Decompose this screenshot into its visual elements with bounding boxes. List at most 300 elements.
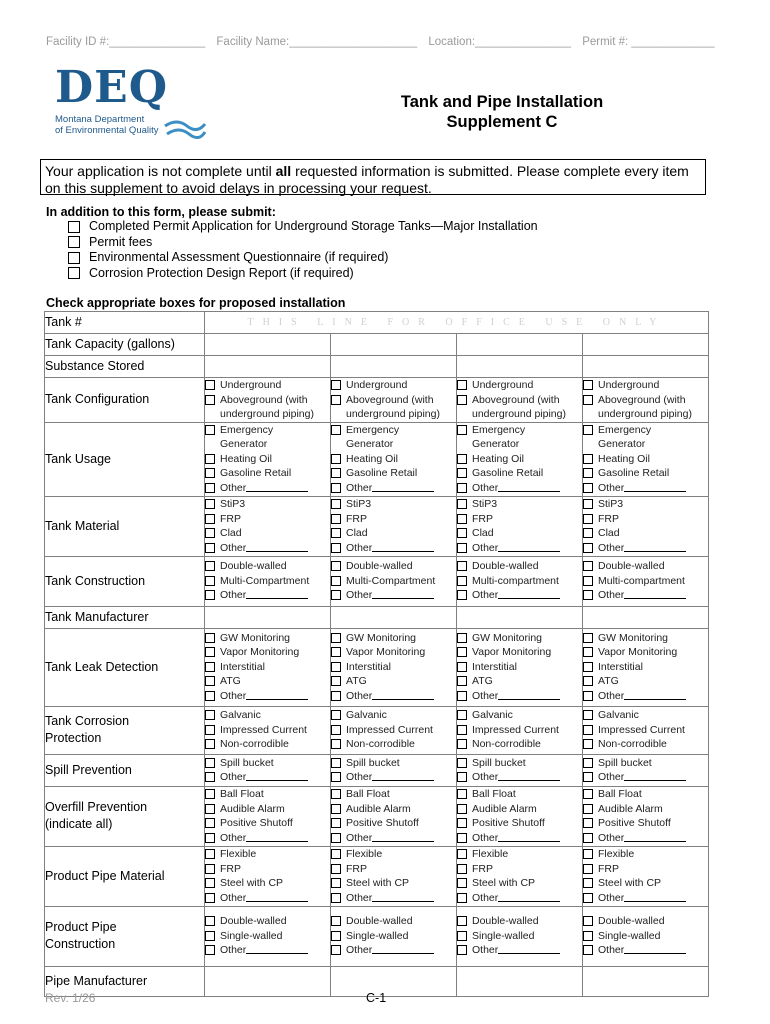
option[interactable] <box>205 723 330 738</box>
checkbox[interactable] <box>205 543 215 553</box>
option[interactable] <box>205 588 330 603</box>
option[interactable] <box>205 674 330 689</box>
checkbox[interactable] <box>583 483 593 493</box>
entry-cell[interactable] <box>457 966 583 996</box>
option[interactable] <box>205 559 330 574</box>
option[interactable] <box>331 631 456 646</box>
checkbox[interactable] <box>583 725 593 735</box>
option[interactable] <box>457 588 582 603</box>
option[interactable] <box>583 497 708 512</box>
option[interactable] <box>583 876 708 891</box>
checkbox[interactable] <box>205 725 215 735</box>
option[interactable] <box>583 943 708 958</box>
option[interactable] <box>457 943 582 958</box>
option[interactable] <box>457 645 582 660</box>
checkbox[interactable] <box>457 514 467 524</box>
checkbox[interactable] <box>331 543 341 553</box>
option[interactable] <box>457 914 582 929</box>
checkbox[interactable] <box>457 590 467 600</box>
entry-cell[interactable] <box>583 356 709 378</box>
option[interactable] <box>583 929 708 944</box>
option[interactable] <box>205 481 330 496</box>
checkbox[interactable] <box>457 468 467 478</box>
checkbox[interactable] <box>583 945 593 955</box>
checkbox[interactable] <box>457 864 467 874</box>
checkbox[interactable] <box>457 804 467 814</box>
option[interactable] <box>457 756 582 771</box>
option[interactable] <box>205 645 330 660</box>
option[interactable] <box>331 541 456 556</box>
checkbox[interactable] <box>205 878 215 888</box>
checkbox[interactable] <box>331 725 341 735</box>
checkbox[interactable] <box>583 576 593 586</box>
option[interactable] <box>331 787 456 802</box>
option[interactable] <box>457 770 582 785</box>
checkbox[interactable] <box>583 739 593 749</box>
checkbox[interactable] <box>68 236 80 248</box>
checkbox[interactable] <box>205 425 215 435</box>
other-line[interactable] <box>246 588 308 599</box>
checkbox[interactable] <box>583 818 593 828</box>
checkbox[interactable] <box>457 662 467 672</box>
other-line[interactable] <box>372 770 434 781</box>
option[interactable] <box>583 574 708 589</box>
option[interactable] <box>583 541 708 556</box>
option[interactable] <box>205 689 330 704</box>
checkbox[interactable] <box>331 833 341 843</box>
option[interactable] <box>457 559 582 574</box>
option[interactable] <box>583 862 708 877</box>
checkbox[interactable] <box>457 691 467 701</box>
option[interactable] <box>583 756 708 771</box>
checkbox[interactable] <box>457 772 467 782</box>
checkbox[interactable] <box>205 528 215 538</box>
checkbox[interactable] <box>331 499 341 509</box>
option[interactable] <box>457 466 582 481</box>
option[interactable] <box>583 802 708 817</box>
option[interactable] <box>205 756 330 771</box>
checkbox[interactable] <box>68 252 80 264</box>
checkbox[interactable] <box>205 818 215 828</box>
option[interactable] <box>205 512 330 527</box>
checkbox[interactable] <box>457 878 467 888</box>
option[interactable] <box>583 847 708 862</box>
checkbox[interactable] <box>457 454 467 464</box>
option[interactable] <box>457 497 582 512</box>
checkbox[interactable] <box>583 916 593 926</box>
checkbox[interactable] <box>205 893 215 903</box>
option[interactable] <box>331 914 456 929</box>
checkbox[interactable] <box>583 662 593 672</box>
checkbox[interactable] <box>457 543 467 553</box>
option[interactable] <box>457 574 582 589</box>
checkbox[interactable] <box>457 758 467 768</box>
checkbox[interactable] <box>331 849 341 859</box>
entry-cell[interactable] <box>331 334 457 356</box>
checkbox[interactable] <box>457 633 467 643</box>
checkbox[interactable] <box>205 804 215 814</box>
other-line[interactable] <box>372 481 434 492</box>
other-line[interactable] <box>246 770 308 781</box>
option[interactable] <box>331 689 456 704</box>
checkbox[interactable] <box>457 916 467 926</box>
option[interactable] <box>205 770 330 785</box>
option[interactable] <box>583 816 708 831</box>
option[interactable] <box>457 512 582 527</box>
option[interactable] <box>205 816 330 831</box>
option[interactable] <box>331 512 456 527</box>
checkbox[interactable] <box>583 893 593 903</box>
checkbox[interactable] <box>205 454 215 464</box>
option[interactable] <box>583 452 708 467</box>
option[interactable] <box>583 466 708 481</box>
option[interactable] <box>457 708 582 723</box>
option[interactable] <box>457 452 582 467</box>
checkbox[interactable] <box>331 916 341 926</box>
option[interactable] <box>583 660 708 675</box>
checkbox[interactable] <box>331 647 341 657</box>
option[interactable] <box>205 787 330 802</box>
checkbox[interactable] <box>457 893 467 903</box>
entry-cell[interactable] <box>583 966 709 996</box>
option[interactable] <box>331 452 456 467</box>
checkbox[interactable] <box>583 468 593 478</box>
checkbox[interactable] <box>331 945 341 955</box>
option[interactable] <box>457 423 582 452</box>
checkbox[interactable] <box>331 380 341 390</box>
option[interactable] <box>583 689 708 704</box>
option[interactable] <box>457 831 582 846</box>
checkbox[interactable] <box>457 395 467 405</box>
option[interactable] <box>583 674 708 689</box>
checkbox[interactable] <box>457 710 467 720</box>
other-line[interactable] <box>624 831 686 842</box>
checkbox[interactable] <box>457 576 467 586</box>
checkbox[interactable] <box>205 691 215 701</box>
checkbox[interactable] <box>205 789 215 799</box>
checkbox[interactable] <box>583 676 593 686</box>
option[interactable] <box>205 631 330 646</box>
checkbox[interactable] <box>205 864 215 874</box>
checkbox[interactable] <box>583 804 593 814</box>
checkbox[interactable] <box>205 514 215 524</box>
checkbox[interactable] <box>457 849 467 859</box>
option[interactable] <box>457 541 582 556</box>
option[interactable] <box>331 929 456 944</box>
checkbox[interactable] <box>205 468 215 478</box>
option[interactable] <box>205 541 330 556</box>
entry-cell[interactable] <box>457 356 583 378</box>
checkbox[interactable] <box>457 725 467 735</box>
entry-cell[interactable] <box>583 606 709 628</box>
option[interactable] <box>457 660 582 675</box>
other-line[interactable] <box>246 943 308 954</box>
checkbox[interactable] <box>457 931 467 941</box>
option[interactable] <box>205 526 330 541</box>
option[interactable] <box>331 831 456 846</box>
other-line[interactable] <box>246 689 308 700</box>
checkbox[interactable] <box>68 267 80 279</box>
option[interactable] <box>205 660 330 675</box>
checkbox[interactable] <box>331 576 341 586</box>
option[interactable] <box>583 393 708 422</box>
other-line[interactable] <box>246 831 308 842</box>
entry-cell[interactable] <box>331 606 457 628</box>
option[interactable] <box>331 481 456 496</box>
option[interactable] <box>331 588 456 603</box>
checkbox[interactable] <box>457 483 467 493</box>
option[interactable] <box>583 831 708 846</box>
option[interactable] <box>205 802 330 817</box>
checkbox[interactable] <box>205 676 215 686</box>
checkbox[interactable] <box>205 395 215 405</box>
other-line[interactable] <box>624 481 686 492</box>
checkbox[interactable] <box>457 676 467 686</box>
checkbox[interactable] <box>331 691 341 701</box>
checkbox[interactable] <box>331 864 341 874</box>
checkbox[interactable] <box>457 528 467 538</box>
option[interactable] <box>205 708 330 723</box>
option[interactable] <box>205 847 330 862</box>
checkbox[interactable] <box>331 483 341 493</box>
checkbox[interactable] <box>331 425 341 435</box>
other-line[interactable] <box>372 831 434 842</box>
checkbox[interactable] <box>205 710 215 720</box>
checkbox[interactable] <box>583 758 593 768</box>
checkbox[interactable] <box>205 916 215 926</box>
checkbox[interactable] <box>205 590 215 600</box>
option[interactable] <box>331 645 456 660</box>
checkbox[interactable] <box>205 739 215 749</box>
option[interactable] <box>331 802 456 817</box>
entry-cell[interactable] <box>457 334 583 356</box>
checkbox[interactable] <box>583 380 593 390</box>
other-line[interactable] <box>498 481 560 492</box>
other-line[interactable] <box>372 943 434 954</box>
other-line[interactable] <box>246 481 308 492</box>
checkbox[interactable] <box>331 561 341 571</box>
option[interactable] <box>583 891 708 906</box>
other-line[interactable] <box>624 770 686 781</box>
checkbox[interactable] <box>331 739 341 749</box>
option[interactable] <box>205 378 330 393</box>
option[interactable] <box>457 378 582 393</box>
option[interactable] <box>331 862 456 877</box>
checkbox[interactable] <box>457 380 467 390</box>
option[interactable] <box>205 737 330 752</box>
option[interactable] <box>205 876 330 891</box>
checkbox[interactable] <box>68 221 80 233</box>
option[interactable] <box>205 831 330 846</box>
other-line[interactable] <box>498 541 560 552</box>
checkbox[interactable] <box>457 739 467 749</box>
other-line[interactable] <box>498 689 560 700</box>
checkbox[interactable] <box>457 789 467 799</box>
other-line[interactable] <box>246 891 308 902</box>
option[interactable] <box>583 559 708 574</box>
checkbox[interactable] <box>205 561 215 571</box>
checkbox[interactable] <box>205 662 215 672</box>
option[interactable] <box>583 645 708 660</box>
option[interactable] <box>457 876 582 891</box>
entry-cell[interactable] <box>205 334 331 356</box>
other-line[interactable] <box>624 689 686 700</box>
option[interactable] <box>457 862 582 877</box>
option[interactable] <box>205 891 330 906</box>
option[interactable] <box>205 943 330 958</box>
option[interactable] <box>583 423 708 452</box>
other-line[interactable] <box>624 891 686 902</box>
option[interactable] <box>331 891 456 906</box>
option[interactable] <box>205 452 330 467</box>
checkbox[interactable] <box>331 528 341 538</box>
checkbox[interactable] <box>583 633 593 643</box>
option[interactable] <box>457 526 582 541</box>
option[interactable] <box>457 674 582 689</box>
checkbox[interactable] <box>583 395 593 405</box>
option[interactable] <box>331 674 456 689</box>
option[interactable] <box>331 423 456 452</box>
other-line[interactable] <box>246 541 308 552</box>
checkbox[interactable] <box>583 833 593 843</box>
checkbox[interactable] <box>331 454 341 464</box>
checkbox[interactable] <box>205 758 215 768</box>
checkbox[interactable] <box>331 931 341 941</box>
option[interactable] <box>331 559 456 574</box>
checkbox[interactable] <box>205 945 215 955</box>
option[interactable] <box>583 737 708 752</box>
option[interactable] <box>331 526 456 541</box>
checkbox[interactable] <box>205 380 215 390</box>
checkbox[interactable] <box>583 772 593 782</box>
option[interactable] <box>331 497 456 512</box>
checkbox[interactable] <box>583 691 593 701</box>
checkbox[interactable] <box>331 804 341 814</box>
other-line[interactable] <box>498 588 560 599</box>
checkbox[interactable] <box>205 772 215 782</box>
option[interactable] <box>457 891 582 906</box>
option[interactable] <box>331 876 456 891</box>
checkbox[interactable] <box>583 878 593 888</box>
other-line[interactable] <box>372 689 434 700</box>
checkbox[interactable] <box>457 561 467 571</box>
checkbox[interactable] <box>205 576 215 586</box>
other-line[interactable] <box>372 541 434 552</box>
option[interactable] <box>331 737 456 752</box>
checkbox[interactable] <box>457 647 467 657</box>
checkbox[interactable] <box>331 772 341 782</box>
option[interactable] <box>205 574 330 589</box>
checkbox[interactable] <box>583 710 593 720</box>
other-line[interactable] <box>372 588 434 599</box>
checkbox[interactable] <box>457 818 467 828</box>
option[interactable] <box>331 466 456 481</box>
checkbox[interactable] <box>331 590 341 600</box>
option[interactable] <box>205 393 330 422</box>
option[interactable] <box>457 802 582 817</box>
checkbox[interactable] <box>583 543 593 553</box>
option[interactable] <box>457 689 582 704</box>
checkbox[interactable] <box>583 864 593 874</box>
checkbox[interactable] <box>331 676 341 686</box>
option[interactable] <box>331 660 456 675</box>
checkbox[interactable] <box>583 931 593 941</box>
checkbox[interactable] <box>205 931 215 941</box>
option[interactable] <box>331 816 456 831</box>
checkbox[interactable] <box>583 454 593 464</box>
option[interactable] <box>583 526 708 541</box>
option[interactable] <box>583 770 708 785</box>
checkbox[interactable] <box>331 789 341 799</box>
checkbox[interactable] <box>331 878 341 888</box>
option[interactable] <box>331 847 456 862</box>
checkbox[interactable] <box>331 893 341 903</box>
entry-cell[interactable] <box>205 966 331 996</box>
checkbox[interactable] <box>583 561 593 571</box>
checkbox[interactable] <box>583 499 593 509</box>
entry-cell[interactable] <box>205 606 331 628</box>
checkbox[interactable] <box>583 789 593 799</box>
option[interactable] <box>583 481 708 496</box>
option[interactable] <box>205 929 330 944</box>
option[interactable] <box>205 423 330 452</box>
checkbox[interactable] <box>205 633 215 643</box>
option[interactable] <box>331 770 456 785</box>
option[interactable] <box>457 929 582 944</box>
checkbox[interactable] <box>583 647 593 657</box>
entry-cell[interactable] <box>205 356 331 378</box>
option[interactable] <box>331 708 456 723</box>
checkbox[interactable] <box>457 945 467 955</box>
checkbox[interactable] <box>331 758 341 768</box>
checkbox[interactable] <box>331 395 341 405</box>
option[interactable] <box>583 914 708 929</box>
option[interactable] <box>583 512 708 527</box>
checkbox[interactable] <box>205 849 215 859</box>
entry-cell[interactable] <box>583 334 709 356</box>
option[interactable] <box>583 378 708 393</box>
option[interactable] <box>331 393 456 422</box>
option[interactable] <box>331 378 456 393</box>
checkbox[interactable] <box>583 528 593 538</box>
other-line[interactable] <box>372 891 434 902</box>
option[interactable] <box>457 787 582 802</box>
checkbox[interactable] <box>205 499 215 509</box>
option[interactable] <box>583 787 708 802</box>
option[interactable] <box>457 631 582 646</box>
checkbox[interactable] <box>583 425 593 435</box>
other-line[interactable] <box>624 541 686 552</box>
checkbox[interactable] <box>331 468 341 478</box>
checkbox[interactable] <box>331 818 341 828</box>
checkbox[interactable] <box>583 590 593 600</box>
other-line[interactable] <box>624 943 686 954</box>
entry-cell[interactable] <box>331 966 457 996</box>
option[interactable] <box>457 737 582 752</box>
entry-cell[interactable] <box>331 356 457 378</box>
other-line[interactable] <box>498 891 560 902</box>
checkbox[interactable] <box>583 849 593 859</box>
option[interactable] <box>583 588 708 603</box>
checkbox[interactable] <box>331 633 341 643</box>
option[interactable] <box>205 914 330 929</box>
option[interactable] <box>457 481 582 496</box>
checkbox[interactable] <box>205 483 215 493</box>
option[interactable] <box>331 756 456 771</box>
option[interactable] <box>331 723 456 738</box>
checkbox[interactable] <box>205 833 215 843</box>
checkbox[interactable] <box>457 425 467 435</box>
